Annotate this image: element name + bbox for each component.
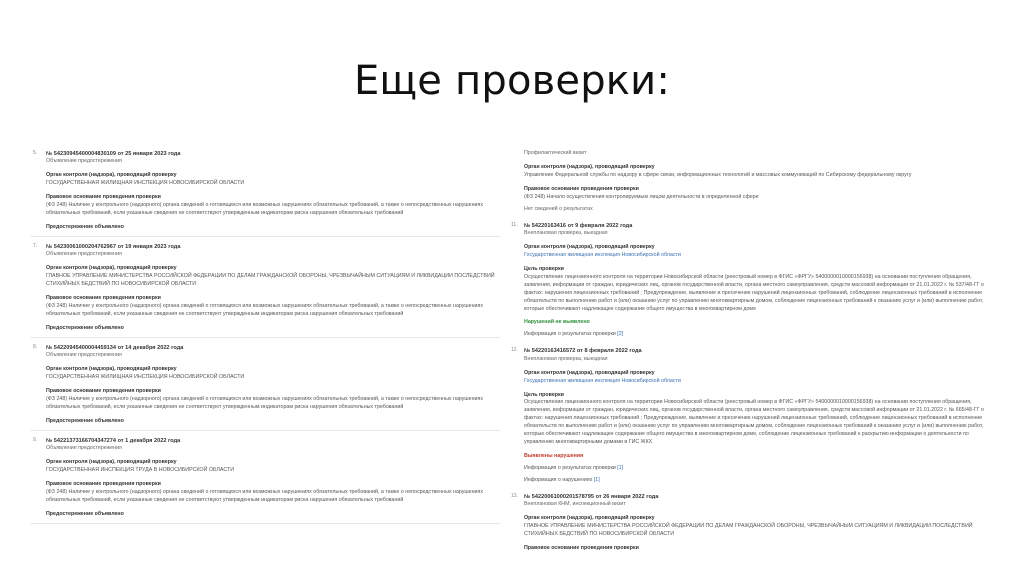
basis-label: Правовое основание проведения проверки (524, 185, 639, 192)
organ-label: Орган контроля (надзора), проводящий проверку (524, 369, 655, 376)
violations-link-label[interactable]: Информация о нарушениях (524, 476, 593, 483)
check-card-continued (508, 150, 1000, 214)
results-link[interactable] (524, 331, 1000, 339)
results-link-count[interactable]: [1] (617, 465, 624, 472)
status-text: Предостережение объявлено (46, 417, 124, 424)
violations-link[interactable] (524, 477, 1000, 485)
results-link[interactable] (524, 465, 1000, 473)
check-number-link[interactable]: № 54220061000201578795 от 26 января 2022 года (524, 493, 659, 500)
check-type: Внеплановая проверка, выездная (524, 355, 608, 362)
results-link-label[interactable]: Информация о результатах проверки (524, 331, 616, 338)
check-type: Объявление предостережения (46, 251, 122, 258)
slide-title: Еще проверки: (353, 58, 671, 104)
check-type: Профилактический визит (524, 150, 587, 156)
goal-text: Осуществление лицензионного контроля на территории Новосибирской области (реестровый номер в ФГИС «ФРГУ» 5400000010000156938) на основании поступления обращения, заявления, информации от граждан, юридических лиц, органов государственной власти, органа местного самоуправления, средств массовой информации от 21.01.2022 г. № 537/48-ГГ о фактах: нарушения лицензионных требований ; Предупреждение, выявление и пресечение нарушений лицензионных требований, соблюдение лицензионных требований в исполнение обязательств по выполнению работ и (или) оказанию услуг по управлению многоквартирным домом, соблюдение лицензионных требований к оказанию услуг и (или) выполнению работ, которые обеспечивают надлежащее содержание общего имущества в многоквартирном доме (524, 273, 984, 312)
organ-link[interactable]: Государственная жилищная инспекция Новосибирской области (524, 377, 681, 384)
goal-text: Осуществление лицензионного контроля на территории Новосибирской области (реестровый номер в ФГИС «ФРГУ» 5400000010000156938) на основании поступления обращения, заявления, информации от граждан, юридических лиц, органов государственной власти, органа местного самоуправления, средств массовой информации от 21.01.2022 г. № 665/48-ГГ о фактах: нарушения лицензионных требований ; Предупреждение, выявление и пресечение нарушений лицензионных требований, соблюдение лицензионных требований в исполнение обязательств по выполнению работ и (или) оказанию услуг по управлению многоквартирным домом, соблюдение лицензионных требований к оказанию услуг и (или) выполнению работ, которые обеспечивают надлежащее содержание общего имущества в многоквартирном доме, соблюдение лицензионных требований к раскрытию информации о деятельности по управлению многоквартирными домами в ГИС ЖКХ (524, 399, 984, 446)
check-card (508, 222, 1000, 340)
basis-label: Правовое основание проведения проверки (46, 295, 161, 302)
check-type: Объявление предостережения (46, 352, 122, 359)
card-number: 7. (33, 242, 38, 249)
card-number: 5. (33, 150, 38, 156)
organ-name: ГЛАВНОЕ УПРАВЛЕНИЕ МИНИСТЕРСТВА РОССИЙСКОЙ ФЕДЕРАЦИИ ПО ДЕЛАМ ГРАЖДАНСКОЙ ОБОРОНЫ, ЧРЕЗВЫЧАЙНЫМ СИТУАЦИЯМ И ЛИКВИДАЦИИ ПОСЛЕДСТВИЙ СТИХИЙНЫХ БЕДСТВИЙ ПО НОВОСИБИРСКОЙ ОБЛАСТИ (524, 523, 973, 538)
check-card (508, 347, 1000, 485)
organ-link[interactable]: Государственная жилищная инспекция Новосибирской области (524, 251, 681, 258)
basis-label: Правовое основание проведения проверки (46, 194, 161, 201)
basis-text: (ФЗ 248) Наличие у контрольного (надзорного) органа сведений о готовящихся или возможных нарушениях обязательных требований, а также о непосредственных нарушениях обязательных требований, если указанные сведения не соответствуют утвержденным индикаторам риска нарушения обязательных требований (46, 202, 484, 217)
card-number: 9. (33, 436, 38, 443)
basis-label: Правовое основание проведения проверки (46, 388, 161, 395)
organ-label: Орган контроля (надзора), проводящий проверку (46, 366, 177, 373)
check-type: Внеплановая КНМ, инспекционный визит (524, 501, 626, 508)
card-number: 11. (511, 221, 518, 228)
check-type: Объявление предостережения (46, 445, 122, 452)
result-status: Выявлены нарушения (524, 453, 584, 460)
organ-name: ГЛАВНОЕ УПРАВЛЕНИЕ МИНИСТЕРСТВА РОССИЙСКОЙ ФЕДЕРАЦИИ ПО ДЕЛАМ ГРАЖДАНСКОЙ ОБОРОНЫ, ЧРЕЗВЫЧАЙНЫМ СИТУАЦИЯМ И ЛИКВИДАЦИИ ПОСЛЕДСТВИЙ СТИХИЙНЫХ БЕДСТВИЙ ПО НОВОСИБИРСКОЙ ОБЛАСТИ (46, 273, 495, 288)
left-checks-column (30, 150, 500, 570)
check-type: Внеплановая проверка, выездная (524, 230, 608, 237)
check-card (30, 344, 500, 431)
check-number-link[interactable]: № 54220163416 от 9 февраля 2022 года (524, 222, 633, 229)
organ-label: Орган контроля (надзора), проводящий проверку (524, 163, 655, 170)
organ-label: Орган контроля (надзора), проводящий проверку (46, 459, 177, 466)
check-number-link[interactable]: № 54221373166704347274 от 1 декабря 2022 года (46, 437, 181, 444)
check-number-link[interactable]: № 54230945400004830109 от 25 января 2023 года (46, 151, 181, 157)
organ-label: Орган контроля (надзора), проводящий проверку (46, 265, 177, 272)
results-link-count[interactable]: [2] (617, 331, 624, 338)
check-card (30, 150, 500, 237)
results-link-label[interactable]: Информация о результатах проверки (524, 465, 616, 472)
right-checks-column (508, 150, 1000, 570)
organ-name: ГОСУДАРСТВЕННАЯ ЖИЛИЩНАЯ ИНСПЕКЦИЯ НОВОСИБИРСКОЙ ОБЛАСТИ (46, 180, 245, 187)
basis-text: (ФЗ 248) Наличие у контрольного (надзорного) органа сведений о готовящихся или возможных нарушениях обязательных требований, а также о непосредственных нарушениях обязательных требований, если указанные сведения не соответствуют утвержденным индикаторам риска нарушения обязательных требований (46, 488, 484, 503)
status-text: Предостережение объявлено (46, 324, 124, 331)
goal-label: Цель проверки (524, 391, 564, 398)
organ-name: ГОСУДАРСТВЕННАЯ ЖИЛИЩНАЯ ИНСПЕКЦИЯ НОВОСИБИРСКОЙ ОБЛАСТИ (46, 374, 245, 381)
results-note: Нет сведений о результатах (524, 205, 593, 212)
status-text: Предостережение объявлено (46, 224, 124, 231)
organ-label: Орган контроля (надзора), проводящий проверку (524, 243, 655, 250)
check-card (30, 437, 500, 524)
card-number: 12. (511, 347, 518, 354)
result-status: Нарушений не выявлено (524, 319, 590, 326)
basis-text: (ФЗ 248) Наличие у контрольного (надзорного) органа сведений о готовящихся или возможных нарушениях обязательных требований, а также о непосредственных нарушениях обязательных требований, если указанные сведения не соответствуют утвержденным индикаторам риска нарушения обязательных требований (46, 303, 484, 317)
basis-label: Правовое основание проведения проверки (46, 481, 161, 487)
check-type: Объявление предостережения (46, 158, 122, 165)
violations-link-count[interactable]: [1] (593, 476, 600, 483)
organ-name: ГОСУДАРСТВЕННАЯ ИНСПЕКЦИЯ ТРУДА В НОВОСИБИРСКОЙ ОБЛАСТИ (46, 467, 235, 474)
card-number: 8. (33, 343, 38, 350)
basis-text: (ФЗ 248) Начало осуществления контролируемым лицом деятельности в определенной сфере (524, 193, 759, 200)
organ-label: Орган контроля (надзора), проводящий проверку (46, 172, 177, 179)
status-text: Предостережение объявлено (46, 510, 124, 517)
goal-label: Цель проверки (524, 265, 564, 272)
check-card (30, 243, 500, 338)
organ-label: Орган контроля (надзора), проводящий проверку (524, 515, 655, 522)
check-card (508, 493, 1000, 553)
check-number-link[interactable]: № 54220163416572 от 8 февраля 2022 года (524, 348, 642, 355)
check-number-link[interactable]: № 54220945400004459134 от 14 декабря 2022 года (46, 344, 184, 351)
card-number: 13. (511, 492, 518, 499)
check-number-link[interactable]: № 54230061000204762967 от 19 января 2023 года (46, 243, 181, 250)
basis-label: Правовое основание проведения проверки (524, 545, 639, 552)
organ-name: Управление Федеральной службы по надзору в сфере связи, информационных технологий и массовых коммуникаций по Сибирскому федеральному округу (524, 171, 912, 178)
basis-text: (ФЗ 248) Наличие у контрольного (надзорного) органа сведений о готовящихся или возможных нарушениях обязательных требований, а также о непосредственных нарушениях обязательных требований, если указанные сведения не соответствуют утвержденным индикаторам риска нарушения обязательных требований (46, 395, 484, 410)
